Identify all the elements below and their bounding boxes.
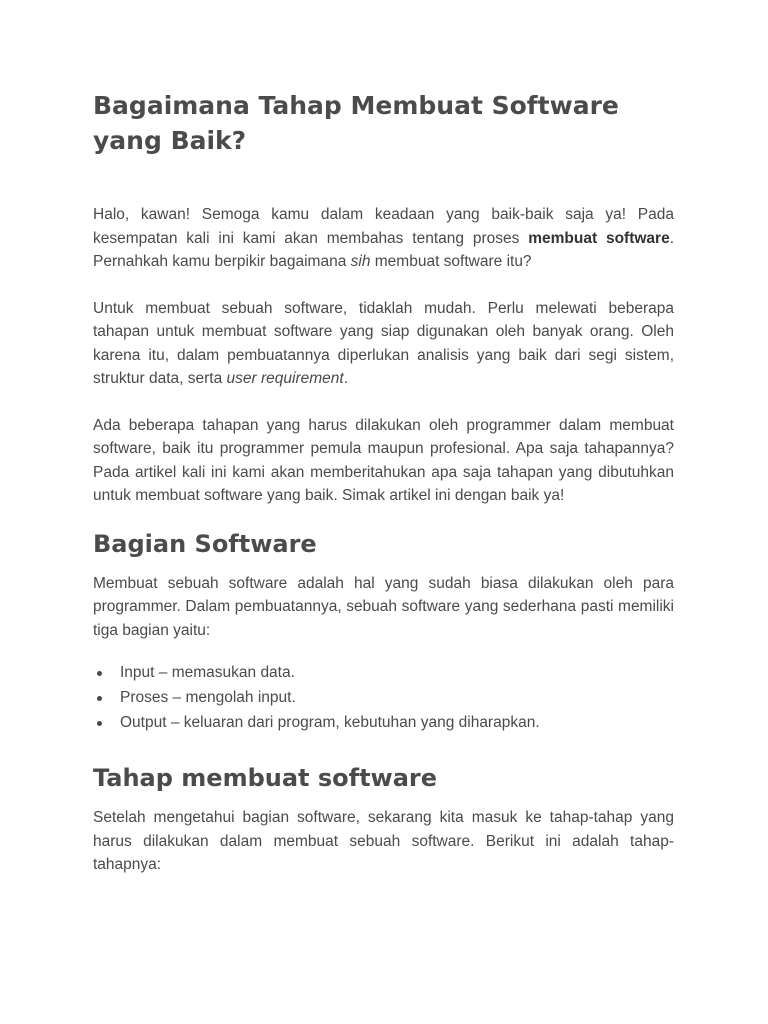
intro-paragraph-1-text-a: Halo, kawan! Semoga kamu dalam keadaan yang baik-baik saja ya! Pada kesempatan kali ini kami akan membahas tentang proses: [93, 206, 674, 247]
intro-paragraph-2-text-b: .: [343, 370, 349, 387]
software-parts-list: [93, 660, 674, 735]
article-title: Bagaimana Tahap Membuat Software yang Baik?: [93, 91, 619, 155]
list-item-proses: [93, 685, 674, 710]
list-item-text: Input – memasukan data.: [120, 664, 295, 681]
list-item-input: [93, 660, 674, 685]
article: [93, 84, 674, 877]
intro-paragraph-1-text-c: membuat software itu?: [370, 253, 532, 270]
intro-paragraph-1-italic: sih: [350, 253, 371, 270]
section-heading-tahap-membuat-software: Tahap membuat software: [93, 764, 438, 792]
section-heading-bagian-software: Bagian Software: [93, 529, 317, 558]
intro-paragraph-1-text-b: . Pernahkah kamu berpikir bagaimana: [93, 229, 675, 270]
list-item-output: [93, 710, 674, 735]
list-item-text: Output – keluaran dari program, kebutuhan yang diharapkan.: [120, 714, 540, 731]
bullet-icon: [97, 721, 102, 726]
intro-paragraph-1: [93, 203, 674, 274]
intro-paragraph-2: [93, 297, 674, 391]
bullet-icon: [97, 671, 102, 676]
intro-paragraph-1-bold: membuat software: [528, 229, 670, 247]
bullet-icon: [97, 696, 102, 701]
intro-paragraph-2-italic: user requirement: [226, 370, 344, 387]
intro-paragraph-3: Ada beberapa tahapan yang harus dilakukan oleh programmer dalam membuat software, baik itu programmer pemula maupun profesional. Apa saja tahapannya? Pada artikel kali ini kami akan memberitahukan apa saja tahapan yang dibutuhkan untuk membuat software yang baik. Simak artikel ini dengan baik ya!: [93, 416, 674, 504]
list-item-text: Proses – mengolah input.: [120, 689, 296, 706]
section-paragraph-tahap-membuat-software: Setelah mengetahui bagian software, sekarang kita masuk ke tahap-tahap yang harus dilakukan dalam membuat sebuah software. Berikut ini adalah tahap-tahapnya:: [93, 809, 674, 873]
section-paragraph-bagian-software: Membuat sebuah software adalah hal yang sudah biasa dilakukan oleh para programmer. Dalam pembuatannya, sebuah software yang sederhana pasti memiliki tiga bagian yaitu:: [93, 574, 674, 639]
intro-paragraph-2-text-a: Untuk membuat sebuah software, tidaklah mudah. Perlu melewati beberapa tahapan untuk membuat software yang siap digunakan oleh banyak orang. Oleh karena itu, dalam pembuatannya diperlukan analisis yang baik dari segi sistem, struktur data, serta: [93, 299, 674, 387]
